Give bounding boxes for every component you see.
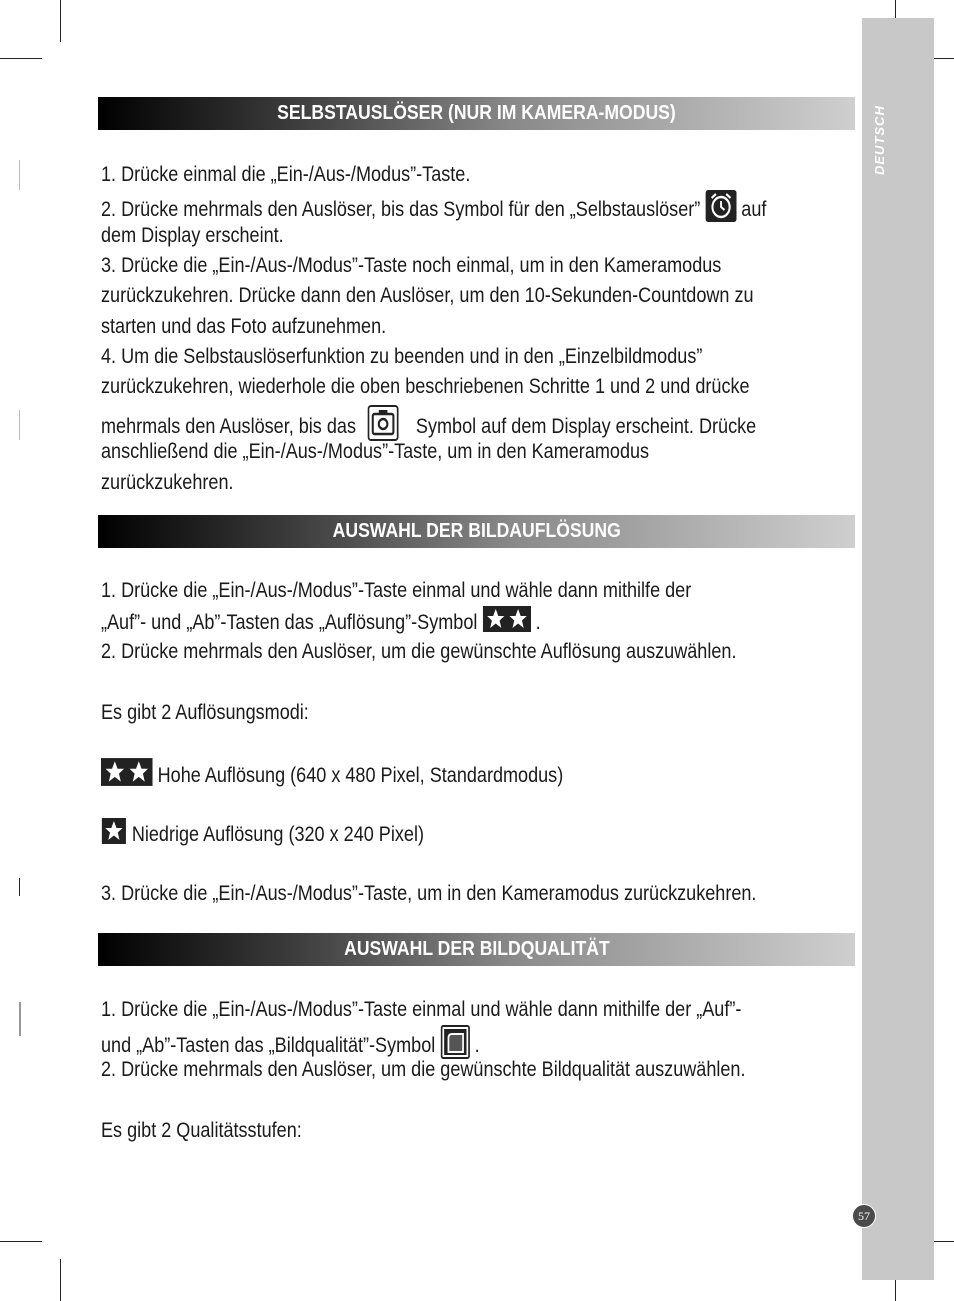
text-line: 2. Drücke mehrmals den Auslöser, um die gewünschte Auflösung auszuwählen. — [101, 640, 737, 663]
text-line: zurückzukehren, wiederhole die oben beschriebenen Schritte 1 und 2 und drücke — [101, 375, 750, 398]
crop-mark — [60, 1259, 61, 1301]
crop-mark — [60, 0, 61, 42]
text-line: 1. Drücke die „Ein-/Aus-/Modus”-Taste einmal und wähle dann mithilfe der „Auf”- — [101, 998, 742, 1021]
text-span: Niedrige Auflösung (320 x 240 Pixel) — [131, 823, 424, 847]
text-span: 2. Drücke mehrmals den Auslöser, bis das Symbol für den „Selbstauslöser” — [101, 198, 701, 222]
language-label: DEUTSCH — [872, 105, 887, 175]
crop-mark — [0, 58, 42, 59]
page-number: 57 — [852, 1204, 876, 1228]
text-span: . — [474, 1034, 480, 1058]
text-line: zurückzukehren. Drücke dann den Auslöser, um den 10-Sekunden-Countdown zu — [101, 284, 754, 307]
text-line: starten und das Foto aufzunehmen. — [101, 315, 387, 338]
two-stars-icon — [101, 758, 153, 795]
text-span: . — [535, 611, 541, 635]
text-line: Es gibt 2 Qualitätsstufen: — [101, 1119, 302, 1142]
text-span: und „Ab”-Tasten das „Bildqualität”-Symbol — [101, 1034, 436, 1058]
text-line: 2. Drücke mehrmals den Auslöser, um die gewünschte Bildqualität auszuwählen. — [101, 1058, 746, 1081]
crop-mark — [0, 1241, 42, 1242]
heading-text: AUSWAHL DER BILDQUALITÄT — [343, 938, 610, 960]
text-line: 1. Drücke die „Ein-/Aus-/Modus”-Taste einmal und wähle dann mithilfe der — [101, 579, 692, 602]
text-span: „Auf”- und „Ab”-Tasten das „Auflösung”-Symbol — [101, 611, 478, 635]
heading-text: SELBSTAUSLÖSER (NUR IM KAMERA-MODUS) — [277, 102, 676, 124]
text-line: 4. Um die Selbstauslöserfunktion zu beenden und in den „Einzelbildmodus” — [101, 345, 703, 368]
text-span: mehrmals den Auslöser, bis das — [101, 415, 356, 439]
language-sidebar — [862, 18, 934, 1280]
text-line: dem Display erscheint. — [101, 224, 284, 247]
text-line: 3. Drücke die „Ein-/Aus-/Modus”-Taste, um in den Kameramodus zurückzukehren. — [101, 882, 757, 905]
text-span: Symbol auf dem Display erscheint. Drücke — [415, 415, 757, 439]
text-line: zurückzukehren. — [101, 471, 234, 494]
text-line — [101, 818, 424, 853]
registration-tick — [19, 1002, 21, 1036]
section-heading-quality — [98, 933, 855, 966]
text-span: Hohe Auflösung (640 x 480 Pixel, Standardmodus) — [157, 764, 564, 788]
text-line — [101, 606, 541, 641]
two-stars-icon — [482, 606, 530, 641]
one-star-icon — [101, 818, 127, 853]
self-timer-icon — [705, 190, 736, 231]
text-line: 3. Drücke die „Ein-/Aus-/Modus”-Taste noch einmal, um in den Kameramodus — [101, 254, 722, 277]
text-span: auf — [741, 198, 767, 222]
registration-tick — [19, 878, 20, 896]
heading-text: AUSWAHL DER BILDAUFLÖSUNG — [332, 520, 621, 542]
registration-tick — [19, 160, 20, 190]
registration-tick — [19, 410, 20, 440]
text-line — [101, 758, 563, 795]
text-line: anschließend die „Ein-/Aus-/Modus”-Taste, um in den Kameramodus — [101, 440, 650, 463]
text-line: 1. Drücke einmal die „Ein-/Aus-/Modus”-Taste. — [101, 163, 471, 186]
text-line: Es gibt 2 Auflösungsmodi: — [101, 701, 309, 724]
section-heading-self-timer — [98, 97, 855, 130]
section-heading-resolution — [98, 515, 855, 548]
